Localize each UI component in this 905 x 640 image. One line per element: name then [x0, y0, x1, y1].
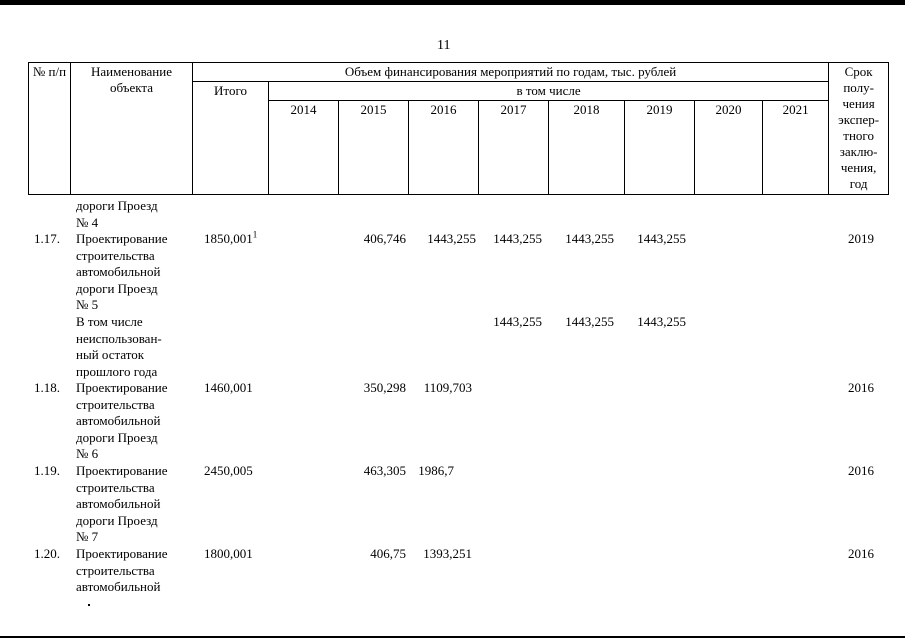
- speck: [88, 604, 90, 606]
- row-value-2015: 350,298: [363, 380, 406, 395]
- row-deadline: 2016: [848, 380, 874, 395]
- header-year: 2020: [695, 101, 763, 195]
- header-deadline: Срок полу-чения экспер-тного заклю-чения, год: [829, 63, 889, 195]
- row-name: дороги Проезд № 4: [76, 198, 158, 230]
- row-number: 1.17.: [34, 231, 60, 246]
- top-rule: [0, 0, 905, 5]
- row-value-2015: 406,746: [363, 231, 406, 246]
- row-deadline: 2016: [848, 546, 874, 561]
- row-name: Проектирование строительства автомобильной: [76, 546, 168, 594]
- row-number: 1.20.: [34, 546, 60, 561]
- header-total: Итого: [193, 82, 269, 195]
- row-value-2017: 1443,255: [493, 314, 542, 329]
- row-deadline: 2016: [848, 463, 874, 478]
- row-name: Проектирование строительства автомобильной дороги Проезд № 7: [76, 463, 168, 544]
- header-num: № п/п: [29, 63, 71, 195]
- row-value-2016: 1393,251: [423, 546, 472, 561]
- financing-table-header: [28, 62, 889, 195]
- header-year: 2021: [763, 101, 829, 195]
- row-name: В том числе неиспользован- ный остаток прошлого года: [76, 314, 162, 379]
- header-year: 2017: [479, 101, 549, 195]
- row-name: Проектирование строительства автомобильной дороги Проезд № 5: [76, 231, 168, 312]
- row-value-2019: 1443,255: [637, 231, 686, 246]
- row-value-2017: 1443,255: [493, 231, 542, 246]
- row-value-2016: 1443,255: [427, 231, 476, 246]
- row-value-2015: 406,75: [370, 546, 406, 561]
- row-deadline: 2019: [848, 231, 874, 246]
- header-volume: Объем финансирования мероприятий по годам, тыс. рублей: [193, 63, 829, 82]
- row-name: Проектирование строительства автомобильной дороги Проезд № 6: [76, 380, 168, 461]
- header-year: 2016: [409, 101, 479, 195]
- header-including: в том числе: [269, 82, 829, 101]
- row-value-2015: 463,305: [363, 463, 406, 478]
- bottom-rule: [0, 636, 905, 638]
- header-name: Наименование объекта: [71, 63, 193, 195]
- row-number: 1.19.: [34, 463, 60, 478]
- header-year: 2018: [549, 101, 625, 195]
- header-year: 2015: [339, 101, 409, 195]
- row-number: 1.18.: [34, 380, 60, 395]
- header-year: 2019: [625, 101, 695, 195]
- row-value-2016: 1986,7: [418, 463, 454, 478]
- header-year: 2014: [269, 101, 339, 195]
- row-value-2019: 1443,255: [637, 314, 686, 329]
- row-total: 1800,001: [204, 546, 253, 561]
- row-value-2018: 1443,255: [565, 314, 614, 329]
- row-value-2018: 1443,255: [565, 231, 614, 246]
- row-value-2016: 1109,703: [423, 380, 472, 395]
- row-total: 1460,001: [204, 380, 253, 395]
- row-total: 2450,005: [204, 463, 253, 478]
- page-number: 11: [437, 38, 451, 53]
- footnote-mark: 1: [252, 229, 258, 240]
- row-total: 1850,001$^1$: [204, 229, 258, 246]
